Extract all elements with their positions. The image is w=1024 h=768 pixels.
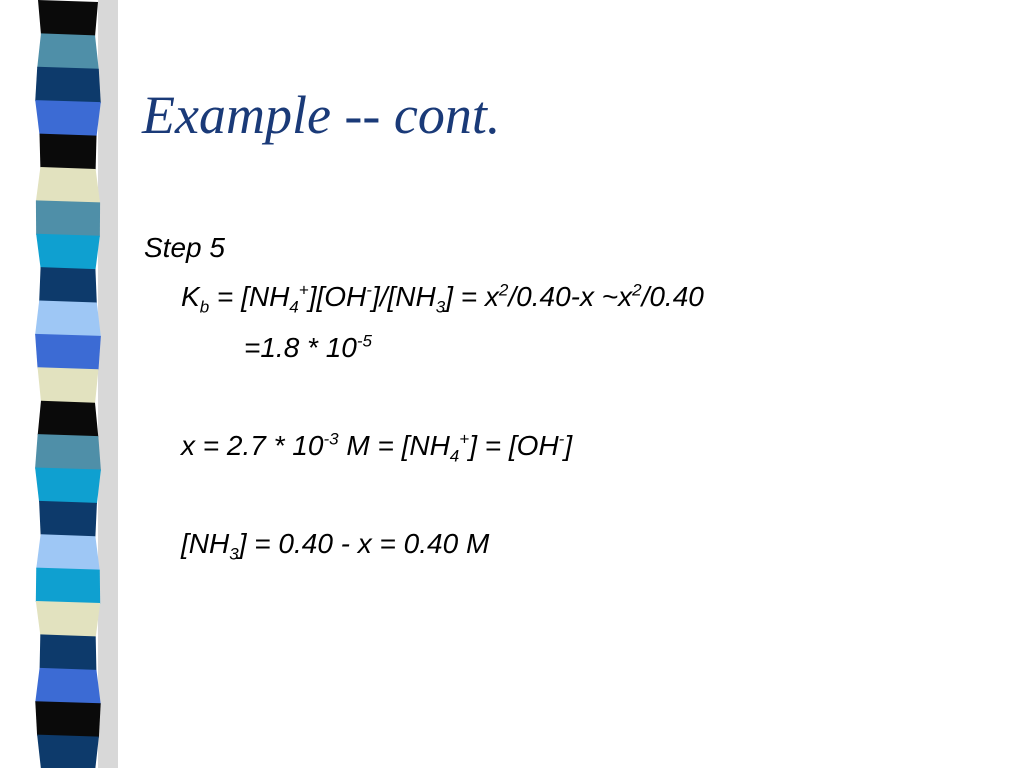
eq-text: ] = 0.40 - x = 0.40 M xyxy=(238,528,490,559)
stripe-segment xyxy=(35,334,101,370)
eq-text: =1.8 * 10 xyxy=(244,332,357,363)
stripe-segment xyxy=(39,501,97,537)
slide-title: Example -- cont. xyxy=(142,85,501,145)
superscript: - xyxy=(366,280,372,300)
superscript: -5 xyxy=(356,331,372,351)
nh3-equation xyxy=(181,528,490,564)
stripe-segment xyxy=(37,33,99,69)
eq-text: = [NH xyxy=(209,281,290,312)
eq-text: ][OH xyxy=(308,281,367,312)
stripe-segment xyxy=(35,434,101,470)
stripe-segment xyxy=(38,367,99,403)
stripe-segment xyxy=(36,234,100,270)
stripe-segment xyxy=(36,534,100,570)
stripe-segment xyxy=(35,701,100,737)
superscript: 2 xyxy=(632,280,642,300)
eq-text: ] = [OH xyxy=(469,430,559,461)
eq-text: /0.40-x ~x xyxy=(508,281,633,312)
x-value-equation xyxy=(181,429,573,466)
eq-text: ] = x xyxy=(445,281,499,312)
stripe-segment xyxy=(36,601,100,637)
superscript: - xyxy=(558,429,565,449)
stripe-segment xyxy=(37,735,99,768)
stripe-segment xyxy=(39,267,97,303)
subscript: 4 xyxy=(289,297,299,317)
stripe-segment xyxy=(38,0,98,36)
decorative-stripe-bar xyxy=(0,0,118,768)
stripe-segment xyxy=(36,167,100,203)
eq-text: M = [NH xyxy=(338,430,450,461)
subscript: 4 xyxy=(449,446,460,466)
subscript: 3 xyxy=(229,544,239,564)
superscript: -3 xyxy=(323,429,339,449)
eq-text: /0.40 xyxy=(641,281,704,312)
stripe-segment xyxy=(35,668,100,704)
stripe-group xyxy=(35,0,101,768)
stripe-segment xyxy=(39,134,96,170)
kb-value-line xyxy=(244,331,372,363)
stripe-segment xyxy=(35,67,101,103)
eq-text: ]/[NH xyxy=(371,281,436,312)
eq-text: K xyxy=(181,281,200,312)
subscript: b xyxy=(199,297,210,317)
stripe-segment xyxy=(38,401,99,437)
superscript: + xyxy=(459,429,470,449)
eq-text: x = 2.7 * 10 xyxy=(181,430,324,461)
stripe-segment xyxy=(35,100,101,136)
stripe-segment xyxy=(35,301,101,337)
eq-text: [NH xyxy=(181,528,230,559)
subscript: 3 xyxy=(435,297,446,317)
stripe-segment xyxy=(35,467,101,503)
stripe-segment xyxy=(36,200,100,236)
stripe-segment xyxy=(36,568,100,604)
eq-text: ] xyxy=(564,430,573,461)
superscript: + xyxy=(298,280,309,300)
stripe-segment xyxy=(40,634,97,670)
bar-shadow xyxy=(98,0,118,768)
kb-equation xyxy=(181,280,704,317)
step-label: Step 5 xyxy=(144,232,225,263)
superscript: 2 xyxy=(498,280,509,300)
